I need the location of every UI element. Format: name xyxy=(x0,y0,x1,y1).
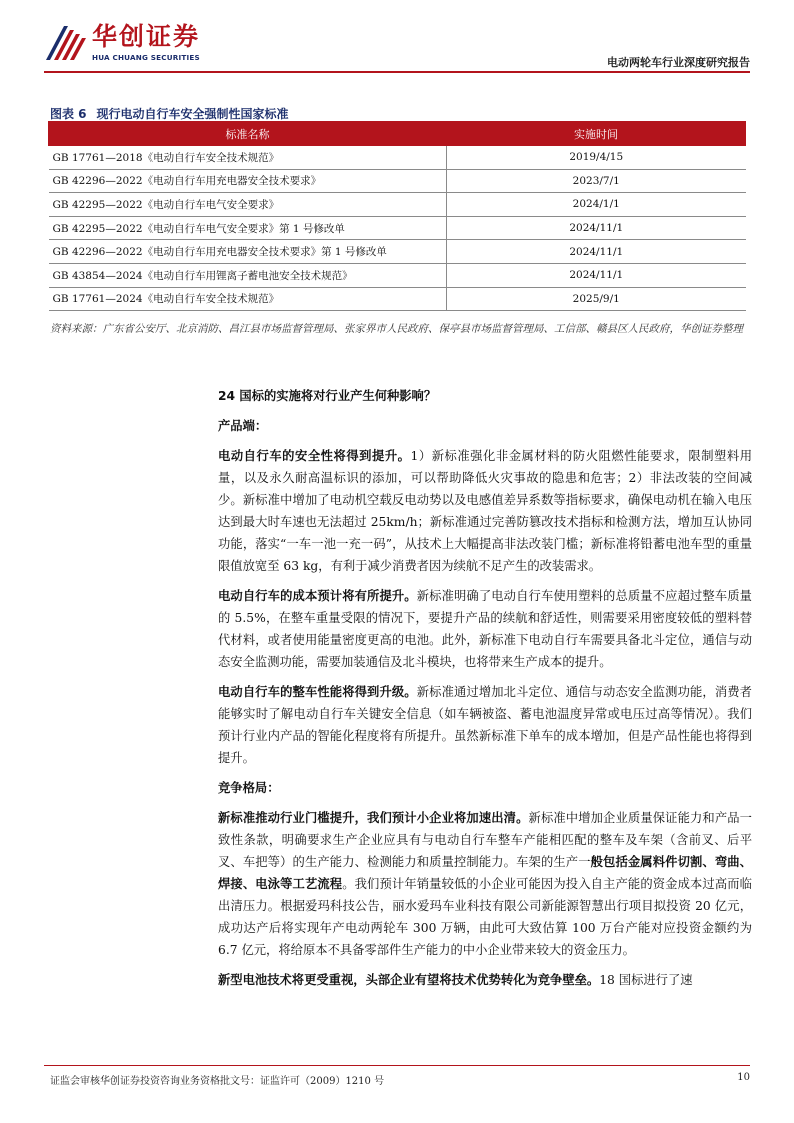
paragraph-text: 新标准通过增加北斗定位、通信与动态安全监测功能，消费者能够实时了解电动自行车关键安全信息（如车辆被盗、蓄电池温度异常或电压过高等情况）。我们预计行业内产品的智能化程度将有所提升。虽然新标准下单车的成本增加，但是产品性能也将得到提升。 xyxy=(218,685,752,765)
paragraph-safety xyxy=(218,445,752,577)
table-row xyxy=(49,287,746,311)
paragraph-threshold xyxy=(218,807,752,961)
effective-date: 2023/7/1 xyxy=(447,169,746,193)
section-question: 24 国标的实施将对行业产生何种影响？ xyxy=(218,389,437,403)
subheading-competition: 竞争格局： xyxy=(218,781,280,795)
paragraph-lead: 新标准推动行业门槛提升，我们预计小企业将加速出清。 xyxy=(218,811,529,825)
table-row xyxy=(49,169,746,193)
paragraph-performance xyxy=(218,681,752,769)
standard-name: GB 42295—2022《电动自行车电气安全要求》第 1 号修改单 xyxy=(49,216,447,240)
standard-name: GB 42296—2022《电动自行车用充电器安全技术要求》第 1 号修改单 xyxy=(49,240,447,264)
footer-divider xyxy=(44,1065,750,1066)
company-logo xyxy=(44,22,244,68)
figure-title xyxy=(50,105,289,122)
paragraph-text: 1）新标准强化非金属材料的防火阻燃性能要求，限制塑料用量，以及永久耐高温标识的添加，可以帮助降低火灾事故的隐患和危害；2）非法改装的空间减少。新标准中增加了电动机空载反电动势以及电感值差异系数等指标要求，确保电动机在输入电压达到最大时车速也无法超过 25km/h；新标准通过完善防篡改技术指标和检测方法，增加互认协同功能，落实“一车一池一充一码”，从技术上大幅提高非法改装门槛；新标准将铅蓄电池车型的重量限值放宽至 63 kg，有利于减少消费者因为续航不足产生的改装需求。 xyxy=(218,449,752,573)
effective-date: 2024/1/1 xyxy=(447,193,746,217)
effective-date: 2024/11/1 xyxy=(447,240,746,264)
figure-source: 资料来源：广东省公安厅、北京消防、昌江县市场监督管理局、张家界市人民政府、保亭县市场监督管理局、工信部、赣县区人民政府，华创证券整理 xyxy=(50,323,743,335)
paragraph-emphasis: 般包括金属料件切割、弯曲、焊接、电泳等工艺流程 xyxy=(218,855,752,891)
paragraph-text: 新标准明确了电动自行车使用塑料的总质量不应超过整车质量的 5.5%，在整车重量受限的情况下，要提升产品的续航和舒适性，则需要采用密度较低的塑料替代材料，或者使用能量密度更高的电池。此外，新标准下电动自行车需要具备北斗定位，通信与动态安全监测功能，需要加装通信及北斗模块，也将带来生产成本的提升。 xyxy=(218,589,752,669)
logo-english-text: HUA CHUANG SECURITIES xyxy=(92,53,200,62)
effective-date: 2024/11/1 xyxy=(447,216,746,240)
column-header-date: 实施时间 xyxy=(447,122,746,146)
body-text xyxy=(218,385,752,999)
standard-name: GB 43854—2024《电动自行车用锂离子蓄电池安全技术规范》 xyxy=(49,263,447,287)
standard-name: GB 17761—2024《电动自行车安全技术规范》 xyxy=(49,287,447,311)
standard-name: GB 17761—2018《电动自行车安全技术规范》 xyxy=(49,146,447,170)
page-header xyxy=(0,0,794,72)
subheading-product: 产品端： xyxy=(218,419,268,433)
standards-table xyxy=(48,121,746,311)
page-number: 10 xyxy=(737,1072,750,1083)
footer-license: 证监会审核华创证券投资咨询业务资格批文号：证监许可（2009）1210 号 xyxy=(50,1076,385,1087)
table-header-row xyxy=(49,122,746,146)
effective-date: 2025/9/1 xyxy=(447,287,746,311)
standard-name: GB 42296—2022《电动自行车用充电器安全技术要求》 xyxy=(49,169,447,193)
paragraph-lead: 电动自行车的成本预计将有所提升。 xyxy=(218,589,417,603)
table-row xyxy=(49,240,746,264)
paragraph-text: 新标准中增加企业质量保证能力和产品一致性条款，明确要求生产企业应具有与电动自行车整车产能相匹配的整车及车架（含前叉、后平叉、车把等）的生产能力、检测能力和质量控制能力。车架的生产一 xyxy=(218,811,752,869)
paragraph-battery xyxy=(218,969,752,991)
column-header-name: 标准名称 xyxy=(49,122,447,146)
header-divider xyxy=(44,71,750,73)
logo-mark-icon xyxy=(44,22,88,62)
paragraph-lead: 新型电池技术将更受重视，头部企业有望将技术优势转化为竞争壁垒。 xyxy=(218,973,600,987)
effective-date: 2024/11/1 xyxy=(447,263,746,287)
effective-date: 2019/4/15 xyxy=(447,146,746,170)
table-row xyxy=(49,216,746,240)
figure-caption: 现行电动自行车安全强制性国家标准 xyxy=(96,107,289,121)
figure-label: 图表 6 xyxy=(50,107,87,121)
table-row xyxy=(49,146,746,170)
paragraph-lead: 电动自行车的整车性能将得到升级。 xyxy=(218,685,417,699)
report-title: 电动两轮车行业深度研究报告 xyxy=(607,56,750,69)
paragraph-cost xyxy=(218,585,752,673)
logo-chinese-text: 华创证券 xyxy=(92,22,201,51)
paragraph-text: 。我们预计年销量较低的小企业可能因为投入自主产能的资金成本过高而临出清压力。根据爱玛科技公告，丽水爱玛车业科技有限公司新能源智慧出行项目拟投资 20 亿元，成功达产后将实现年产电动两轮车 300 万辆，由此可大致估算 100 万台产能对应投资金额约为 6.7 亿元，将给原本不具备零部件生产能力的中小企业带来较大的资金压力。 xyxy=(218,877,752,957)
table-row xyxy=(49,193,746,217)
paragraph-lead: 电动自行车的安全性将得到提升。 xyxy=(218,449,411,463)
table-row xyxy=(49,263,746,287)
paragraph-text: 18 国标进行了速 xyxy=(599,973,693,987)
standard-name: GB 42295—2022《电动自行车电气安全要求》 xyxy=(49,193,447,217)
